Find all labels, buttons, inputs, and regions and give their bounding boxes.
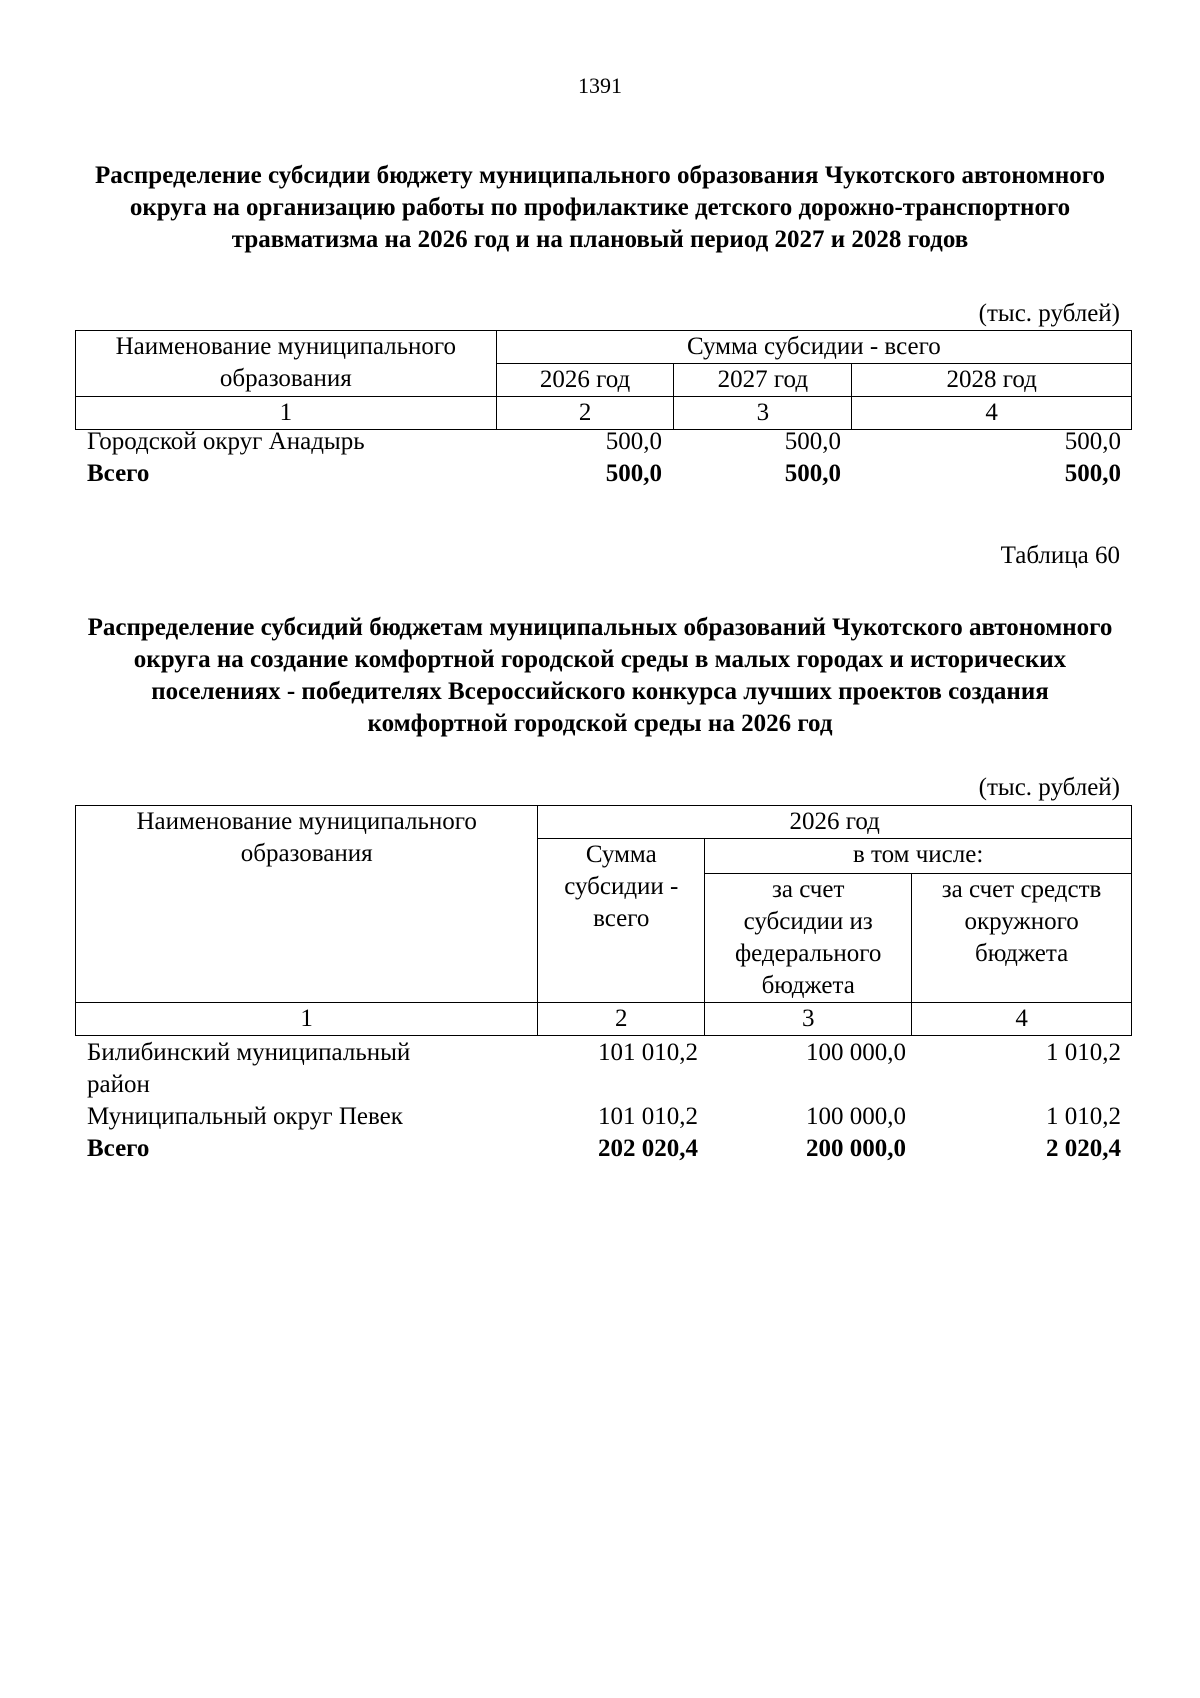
value-regional: 1 010,2 <box>1046 1103 1121 1130</box>
table1-body <box>75 426 1132 490</box>
row-name-continued: район <box>87 1071 150 1098</box>
table1-header-year-2026: 2026 год <box>496 364 674 397</box>
table1-colnum-1: 1 <box>76 397 497 430</box>
total-label: Всего <box>87 460 150 487</box>
table-row <box>75 1101 1132 1133</box>
table-total-row <box>75 458 1132 490</box>
value-federal: 100 000,0 <box>806 1103 906 1130</box>
table2-units: (тыс. рублей) <box>978 774 1120 801</box>
table2-header-year: 2026 год <box>538 806 1132 839</box>
table1-colnum-2: 2 <box>496 397 674 430</box>
value-regional: 1 010,2 <box>1046 1039 1121 1066</box>
total-sum: 202 020,4 <box>598 1135 698 1162</box>
table1-header-name: Наименование муниципального образования <box>76 331 497 397</box>
page-number: 1391 <box>578 73 622 98</box>
table1-header-year-2028: 2028 год <box>852 364 1132 397</box>
value-total: 101 010,2 <box>598 1039 698 1066</box>
table1-header <box>75 330 1132 430</box>
table1-title: Распределение субсидии бюджету муниципального образования Чукотского автономного округа на организацию работы по профилактике детского дорожно-транспортного травматизма на 2026 год и на плановый период 2027 и 2028 годов <box>95 162 1105 253</box>
row-name: Городской округ Анадырь <box>87 428 365 455</box>
table-total-row <box>75 1133 1132 1165</box>
table2-header <box>75 805 1132 1036</box>
value-2026: 500,0 <box>605 428 662 455</box>
value-2027: 500,0 <box>784 428 841 455</box>
table2-header-regional: за счет средств окружного бюджета <box>912 874 1132 1003</box>
table-row-continuation <box>75 1069 1132 1101</box>
row-name: Билибинский муниципальный <box>87 1039 411 1066</box>
value-2028: 500,0 <box>1064 428 1121 455</box>
table2-header-federal: за счет субсидии из федерального бюджета <box>705 874 912 1003</box>
total-regional: 2 020,4 <box>1046 1135 1121 1162</box>
table2-header-including: в том числе: <box>705 839 1132 874</box>
table2-colnum-4: 4 <box>912 1003 1132 1036</box>
table2-colnum-2: 2 <box>538 1003 705 1036</box>
table2-body <box>75 1037 1132 1165</box>
table2-colnum-3: 3 <box>705 1003 912 1036</box>
total-2028: 500,0 <box>1064 460 1121 487</box>
table2-header-name: Наименование муниципального образования <box>76 806 538 1003</box>
value-federal: 100 000,0 <box>806 1039 906 1066</box>
table1-colnum-3: 3 <box>674 397 852 430</box>
value-total: 101 010,2 <box>598 1103 698 1130</box>
total-2027: 500,0 <box>784 460 841 487</box>
total-label: Всего <box>87 1135 150 1162</box>
table-row <box>75 1037 1132 1069</box>
table2-colnum-1: 1 <box>76 1003 538 1036</box>
total-2026: 500,0 <box>605 460 662 487</box>
table-row <box>75 426 1132 458</box>
table2-label: Таблица 60 <box>1000 542 1120 569</box>
table1-colnum-4: 4 <box>852 397 1132 430</box>
row-name: Муниципальный округ Певек <box>87 1103 403 1130</box>
total-federal: 200 000,0 <box>806 1135 906 1162</box>
table2-title: Распределение субсидий бюджетам муниципальных образований Чукотского автономного округа на создание комфортной городской среды в малых городах и исторических поселениях - победителях Всероссийского конкурса лучших проектов создания комфортной городской среды на 2026 год <box>87 614 1113 737</box>
table2-header-sum-total: Сумма субсидии - всего <box>538 839 705 1003</box>
table1-header-sum-group: Сумма субсидии - всего <box>496 331 1131 364</box>
table1-header-year-2027: 2027 год <box>674 364 852 397</box>
table1-units: (тыс. рублей) <box>978 300 1120 327</box>
